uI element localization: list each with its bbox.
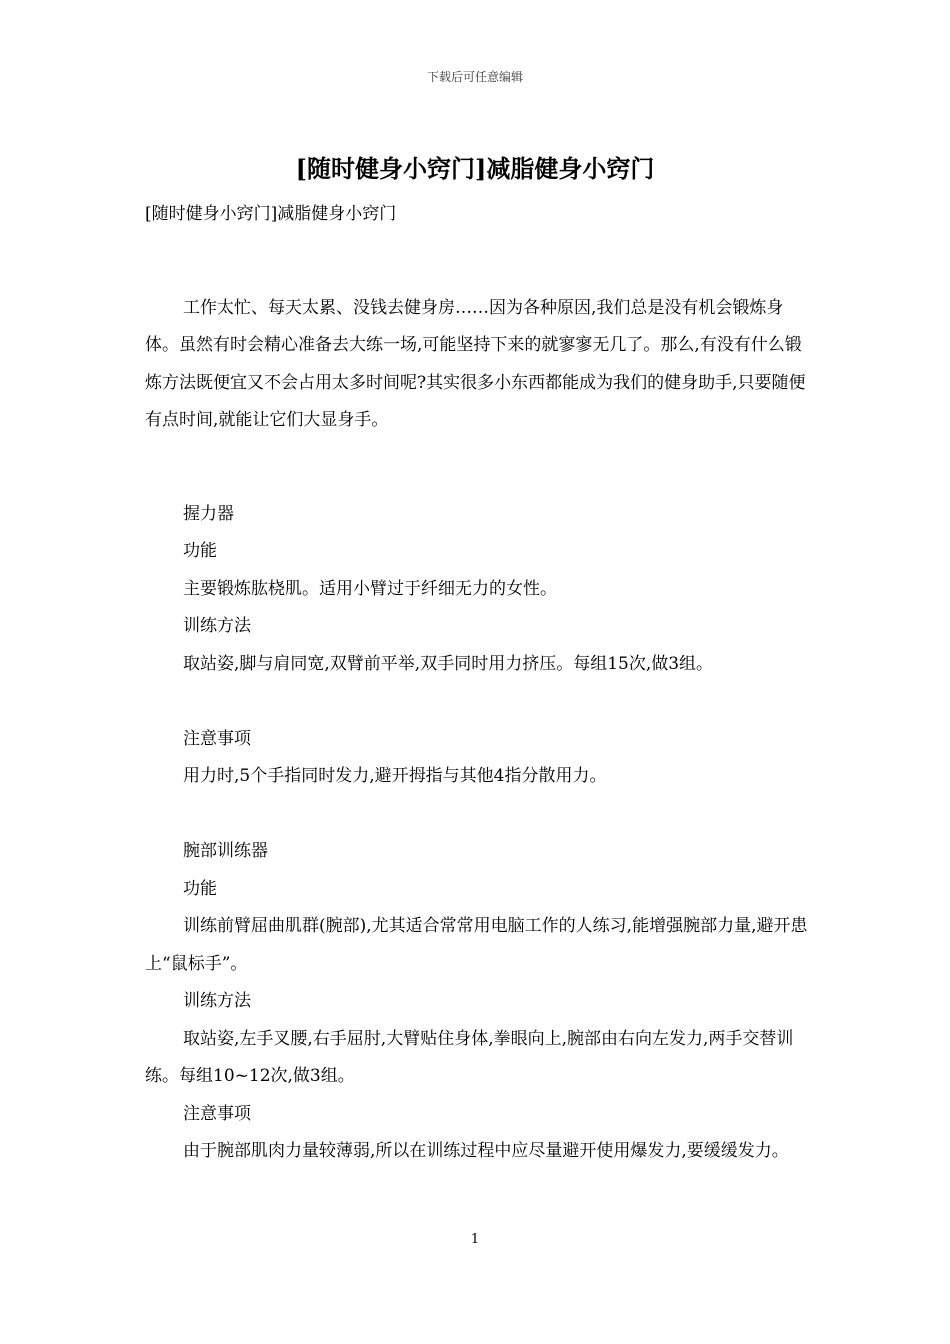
section-2-function-text: 训练前臂屈曲肌群(腕部),尤其适合常常用电脑工作的人练习,能增强腕部力量,避开患上“鼠标手”。 bbox=[145, 916, 808, 974]
page-header-note: 下载后可任意编辑 bbox=[426, 70, 523, 84]
document-title: [随时健身小窍门]减脂健身小窍门 bbox=[295, 154, 655, 183]
section-1-notes-label: 注意事项 bbox=[183, 728, 251, 749]
section-1-method-label: 训练方法 bbox=[183, 616, 251, 636]
subtitle-line: [随时健身小窍门]减脂健身小窍门 bbox=[145, 204, 397, 224]
section-2-notes-text: 由于腕部肌肉力量较薄弱,所以在训练过程中应尽量避开使用爆发力,要缓缓发力。 bbox=[183, 1141, 789, 1161]
section-1-notes-text: 用力时,5个手指同时发力,避开拇指与其他4指分散用力。 bbox=[183, 766, 607, 786]
section-1-method-text: 取站姿,脚与肩同宽,双臂前平举,双手同时用力挤压。每组15次,做3组。 bbox=[183, 653, 714, 674]
section-2-method-text: 取站姿,左手叉腰,右手屈肘,大臂贴住身体,拳眼向上,腕部由右向左发力,两手交替训练。每组10~12次,做3组。 bbox=[145, 1028, 794, 1086]
section-2-name: 腕部训练器 bbox=[183, 841, 268, 861]
section-2-function-label: 功能 bbox=[183, 878, 217, 899]
section-1-function-label: 功能 bbox=[183, 541, 217, 561]
page-number: 1 bbox=[470, 1232, 480, 1247]
intro-paragraph: 工作太忙、每天太累、没钱去健身房……因为各种原因,我们总是没有机会锻炼身体。虽然有时会精心准备去大练一场,可能坚持下来的就寥寥无几了。那么,有没有什么锻炼方法既便宜又不会占用太多时间呢?其实很多小东西都能成为我们的健身助手,只要随便有点时间,就能让它们大显身手。 bbox=[145, 297, 806, 430]
section-2-notes-label: 注意事项 bbox=[183, 1103, 251, 1124]
document-body bbox=[145, 196, 810, 1171]
section-2-method-label: 训练方法 bbox=[183, 991, 251, 1011]
section-1-name: 握力器 bbox=[183, 503, 234, 524]
section-1-function-text: 主要锻炼肱桡肌。适用小臂过于纤细无力的女性。 bbox=[183, 578, 557, 599]
